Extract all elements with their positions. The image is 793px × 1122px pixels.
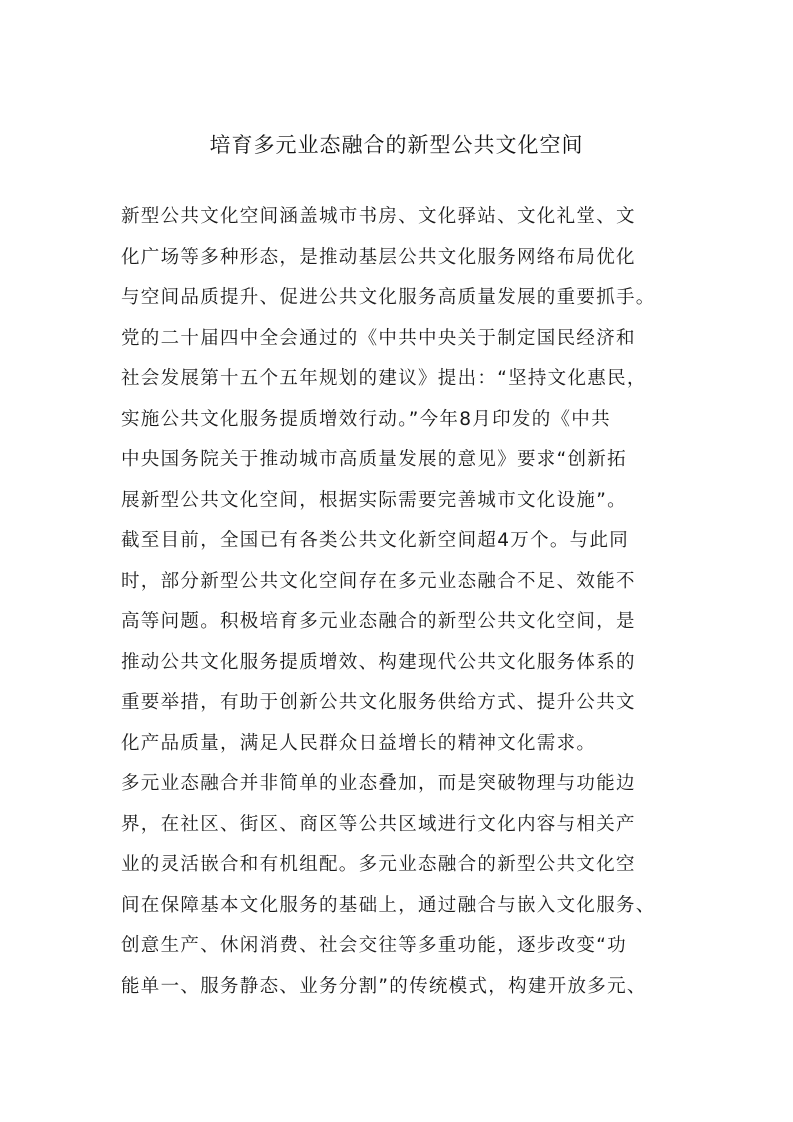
body-line: 展新型公共文化空间，根据实际需要完善城市文化设施”。 bbox=[121, 489, 627, 511]
body-line: 创意生产、休闲消费、社会交往等多重功能，逐步改变“功 bbox=[121, 935, 627, 956]
document-body bbox=[121, 197, 691, 1007]
body-line: 与空间品质提升、促进公共文化服务高质量发展的重要抓手。 bbox=[121, 287, 656, 308]
body-line: 截至目前，全国已有各类公共文化新空间超4万个。与此同 bbox=[121, 530, 630, 551]
body-line: 多元业态融合并非简单的业态叠加，而是突破物理与功能边 bbox=[121, 773, 636, 794]
body-line: 实施公共文化服务提质增效行动。”今年8月印发的《中共 bbox=[121, 408, 611, 430]
body-line: 时，部分新型公共文化空间存在多元业态融合不足、效能不 bbox=[121, 570, 636, 592]
body-line: 界，在社区、街区、商区等公共区域进行文化内容与相关产 bbox=[121, 813, 636, 835]
body-line: 业的灵活嵌合和有机组配。多元业态融合的新型公共文化空 bbox=[121, 854, 636, 875]
body-line: 化产品质量，满足人民群众日益增长的精神文化需求。 bbox=[121, 732, 597, 754]
body-line: 间在保障基本文化服务的基础上，通过融合与嵌入文化服务、 bbox=[121, 894, 656, 916]
body-line: 中央国务院关于推动城市高质量发展的意见》要求“创新拓 bbox=[121, 449, 627, 470]
body-line: 化广场等多种形态，是推动基层公共文化服务网络布局优化 bbox=[121, 246, 636, 268]
document-title: 培育多元业态融合的新型公共文化空间 bbox=[209, 133, 584, 157]
body-line: 推动公共文化服务提质增效、构建现代公共文化服务体系的 bbox=[121, 651, 636, 673]
body-line: 社会发展第十五个五年规划的建议》提出：“坚持文化惠民， bbox=[121, 368, 647, 389]
body-line: 高等问题。积极培育多元业态融合的新型公共文化空间，是 bbox=[121, 611, 636, 632]
body-line: 能单一、服务静态、业务分割”的传统模式，构建开放多元、 bbox=[121, 975, 647, 997]
body-line: 新型公共文化空间涵盖城市书房、文化驿站、文化礼堂、文 bbox=[121, 206, 636, 227]
body-line: 党的二十届四中全会通过的《中共中央关于制定国民经济和 bbox=[121, 327, 636, 349]
body-line: 重要举措，有助于创新公共文化服务供给方式、提升公共文 bbox=[121, 692, 636, 713]
